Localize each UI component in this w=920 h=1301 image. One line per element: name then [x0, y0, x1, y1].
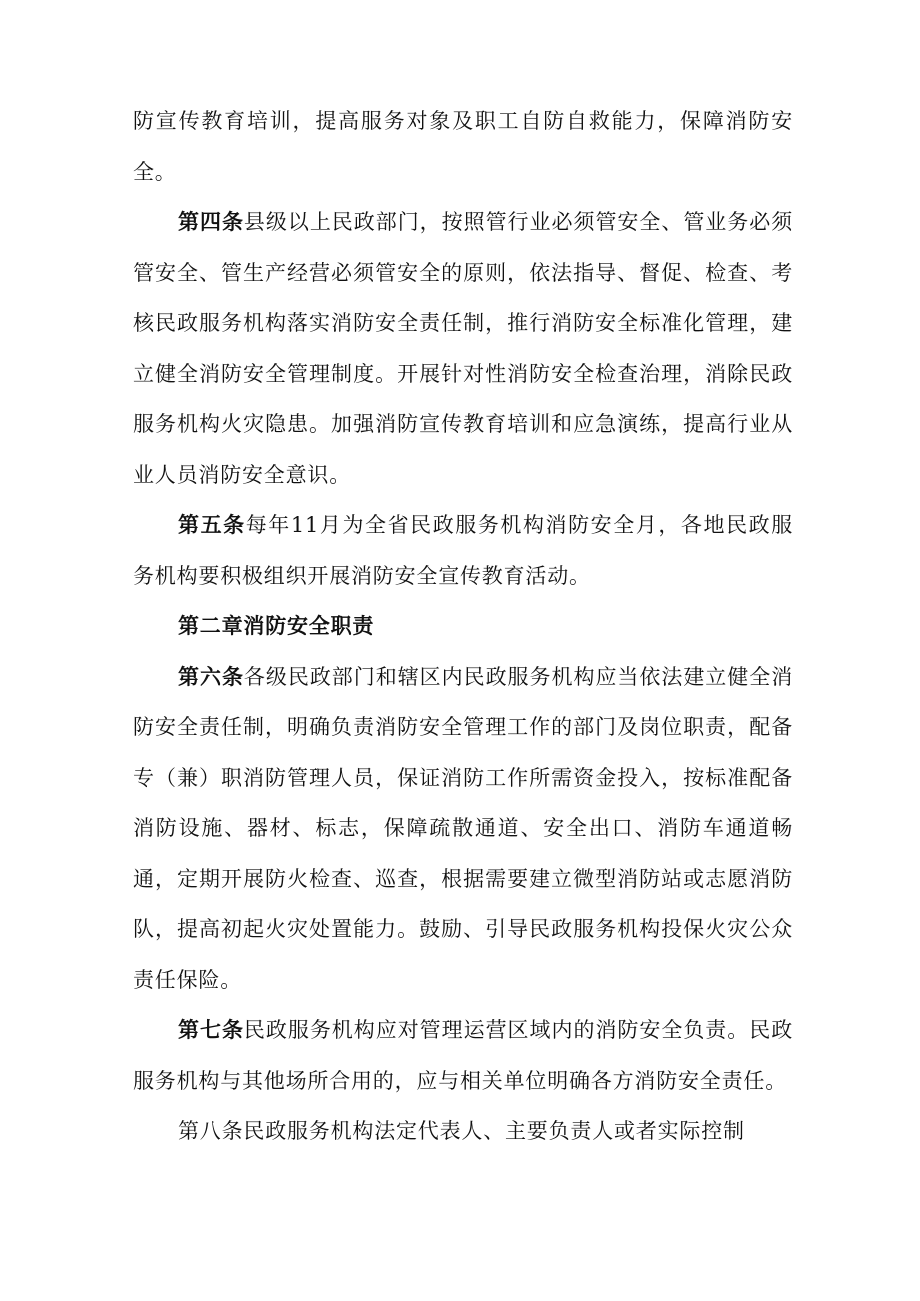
article-6 [133, 652, 793, 1006]
paragraph-text: 防宣传教育培训，提高服务对象及职工自防自救能力，保障消防安全。 [133, 109, 793, 184]
article-label: 第四条 [178, 210, 244, 234]
article-text: 民政服务机构应对管理运营区域内的消防安全负责。民政服务机构与其他场所合用的，应与相关单位明确各方消防安全责任。 [133, 1018, 794, 1093]
article-label: 第七条 [178, 1018, 244, 1042]
article-4 [133, 197, 793, 500]
article-text: 县级以上民政部门，按照管行业必须管安全、管业务必须管安全、管生产经营必须管安全的原则，依法指导、督促、检查、考核民政服务机构落实消防安全责任制，推行消防安全标准化管理，建立健全消防安全管理制度。开展针对性消防安全检查治理，消除民政服务机构火灾隐患。加强消防宣传教育培训和应急演练，提高行业从业人员消防安全意识。 [133, 210, 794, 487]
article-text: 各级民政部门和辖区内民政服务机构应当依法建立健全消防安全责任制，明确负责消防安全管理工作的部门及岗位职责，配备专（兼）职消防管理人员，保证消防工作所需资金投入，按标准配备消防设施、器材、标志，保障疏散通道、安全出口、消防车通道畅通，定期开展防火检查、巡查，根据需要建立微型消防站或志愿消防队，提高初起火灾处置能力。鼓励、引导民政服务机构投保火灾公众责任保险。 [133, 664, 794, 992]
document-page [133, 96, 793, 1157]
article-label: 第六条 [178, 664, 244, 689]
chapter-title: 第二章消防安全职责 [178, 614, 375, 638]
article-text: 每年11月为全省民政服务机构消防安全月，各地民政服务机构要积极组织开展消防安全宣传教育活动。 [133, 513, 793, 588]
article-8 [133, 1106, 793, 1157]
article-label: 第五条 [178, 513, 246, 537]
article-5 [133, 500, 793, 601]
article-7 [133, 1005, 793, 1106]
paragraph-continuation [133, 96, 793, 197]
article-text: 第八条民政服务机构法定代表人、主要负责人或者实际控制 [178, 1119, 745, 1143]
chapter-heading [133, 601, 793, 652]
